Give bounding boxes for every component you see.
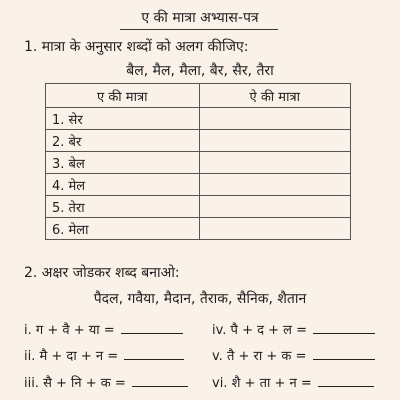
table-cell-word: 3. बेल xyxy=(46,152,200,174)
exercise-ii xyxy=(24,346,184,364)
question-1-words: बैल, मैल, मैला, बैर, सैर, तैरा xyxy=(126,63,274,79)
table-row xyxy=(46,152,351,174)
answer-blank-ii[interactable] xyxy=(124,347,184,360)
table-cell-answer[interactable] xyxy=(199,108,351,130)
table-cell-answer[interactable] xyxy=(199,152,351,174)
table-header-row xyxy=(46,84,351,108)
table-cell-answer[interactable] xyxy=(199,130,351,152)
exercise-iv-text: iv. पै + द + ल = xyxy=(212,323,308,338)
table-cell-word: 2. बेर xyxy=(46,130,200,152)
exercise-i-text: i. ग + वै + या = xyxy=(24,323,115,338)
answer-blank-i[interactable] xyxy=(121,321,183,334)
exercise-ii-text: ii. मै + दा + न = xyxy=(24,349,119,364)
exercise-vi-text: vi. शै + ता + न = xyxy=(212,376,312,391)
matra-table xyxy=(45,83,351,240)
worksheet-title: ए की मात्रा अभ्यास-पत्र xyxy=(141,10,259,26)
exercise-v xyxy=(212,346,375,364)
exercise-iii xyxy=(24,373,188,391)
table-row xyxy=(46,196,351,218)
table-cell-answer[interactable] xyxy=(199,174,351,196)
question-2-words: पैदल, गवैया, मैदान, तैराक, सैनिक, शैतान xyxy=(93,291,307,307)
table-row xyxy=(46,130,351,152)
header-e-matra: ए की मात्रा xyxy=(46,84,200,108)
title-underline xyxy=(120,29,278,30)
header-ai-matra: ऐ की मात्रा xyxy=(199,84,351,108)
table-row xyxy=(46,174,351,196)
table-cell-answer[interactable] xyxy=(199,196,351,218)
exercise-vi xyxy=(212,373,374,391)
exercise-v-text: v. तै + रा + क = xyxy=(212,349,307,364)
table-row xyxy=(46,218,351,240)
question-1: 1. मात्रा के अनुसार शब्दों को अलग कीजिए: xyxy=(24,39,249,55)
answer-blank-v[interactable] xyxy=(313,347,375,360)
table-cell-word: 1. सेर xyxy=(46,108,200,130)
table-cell-word: 5. तेरा xyxy=(46,196,200,218)
question-2: 2. अक्षर जोडकर शब्द बनाओ: xyxy=(24,265,180,281)
table-row xyxy=(46,108,351,130)
exercise-i xyxy=(24,320,183,338)
exercise-iv xyxy=(212,320,375,338)
answer-blank-iii[interactable] xyxy=(132,374,188,387)
exercise-iii-text: iii. सै + नि + क = xyxy=(24,376,126,391)
table-cell-answer[interactable] xyxy=(199,218,351,240)
answer-blank-vi[interactable] xyxy=(318,374,374,387)
table-cell-word: 6. मेला xyxy=(46,218,200,240)
answer-blank-iv[interactable] xyxy=(313,321,375,334)
table-cell-word: 4. मेल xyxy=(46,174,200,196)
